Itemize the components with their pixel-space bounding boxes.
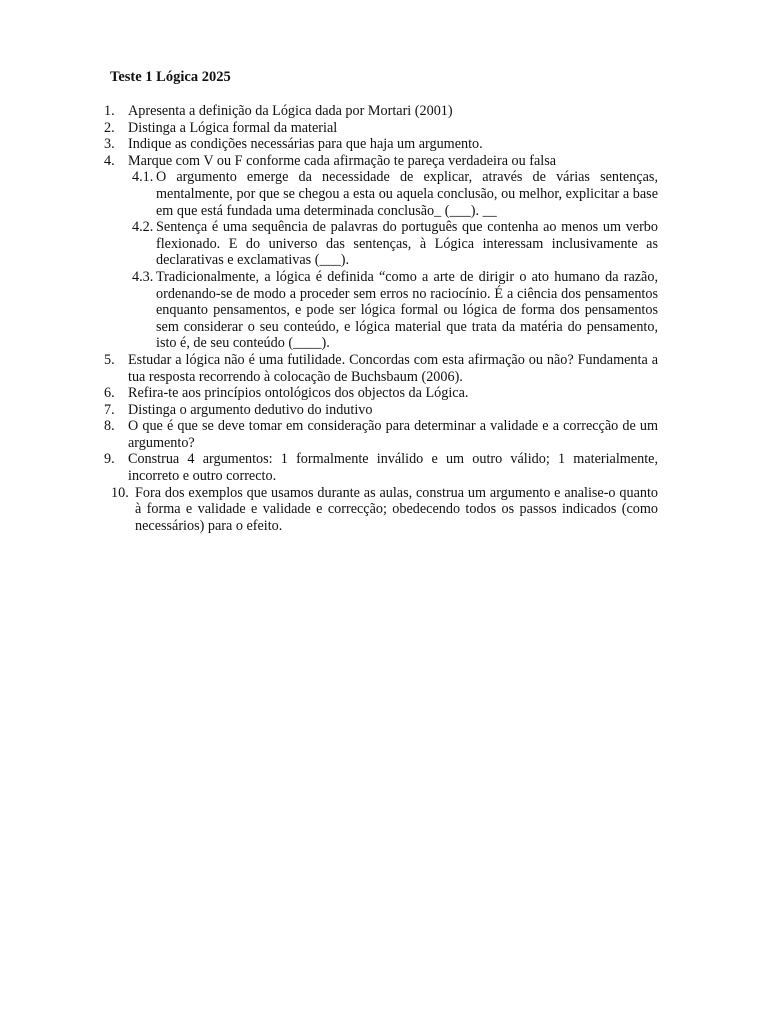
subquestion-number: 4.2. bbox=[132, 219, 154, 236]
question-number: 7. bbox=[104, 401, 115, 418]
question-item bbox=[104, 103, 658, 120]
question-text: Distinga o argumento dedutivo do indutivo bbox=[128, 401, 373, 418]
question-item bbox=[104, 119, 658, 137]
question-text: Distinga a Lógica formal da material bbox=[128, 119, 338, 136]
subquestion-item bbox=[132, 169, 658, 219]
document-title: Teste 1 Lógica 2025 bbox=[110, 69, 231, 85]
subquestion-item bbox=[132, 268, 658, 352]
question-text: Apresenta a definição da Lógica dada por Mortari (2001) bbox=[128, 103, 453, 119]
subquestion-text: Sentença é uma sequência de palavras do português que contenha ao menos um verbo flexionado. E do universo das sentenças, à Lógica interessam inclusivamente as declarativas e exclamativas (___). bbox=[156, 219, 658, 269]
question-text: Construa 4 argumentos: 1 formalmente inválido e um outro válido; 1 materialmente, incorreto e outro correcto. bbox=[128, 451, 658, 485]
question-item bbox=[104, 451, 658, 485]
question-item bbox=[104, 351, 658, 385]
question-text: Fora dos exemplos que usamos durante as aulas, construa um argumento e analise-o quanto à forma e validade e validade e correcção; obedecendo todos os passos indicados (como necessários) para o efeito. bbox=[135, 484, 658, 534]
question-text: Refira-te aos princípios ontológicos dos objectos da Lógica. bbox=[128, 385, 469, 402]
question-number: 6. bbox=[104, 385, 115, 402]
question-item bbox=[104, 418, 658, 451]
question-text: Marque com V ou F conforme cada afirmação te pareça verdadeira ou falsa bbox=[128, 152, 557, 169]
question-text: O que é que se deve tomar em consideração para determinar a validade e a correcção de um argumento? bbox=[128, 418, 658, 451]
subquestion-text: Tradicionalmente, a lógica é definida “como a arte de dirigir o ato humano da razão, ordenando-se de modo a proceder sem erros no raciocínio. É a ciência dos pensamentos enquanto pensamentos, e pode ser lógica formal ou lógica de forma dos pensamentos sem considerar o seu conteúdo, e lógica material que trata da matéria do pensamento, isto é, de seu conteúdo (____). bbox=[156, 268, 658, 352]
question-item bbox=[104, 385, 658, 402]
question-text: Indique as condições necessárias para que haja um argumento. bbox=[128, 136, 483, 153]
question-list bbox=[104, 103, 658, 534]
subquestion-text: O argumento emerge da necessidade de explicar, através de várias sentenças, mentalmente, por que se chegou a esta ou aquela conclusão, ou melhor, explicitar a base em que está fundada uma determinada conclusão_ (___). __ bbox=[156, 169, 658, 219]
question-number: 4. bbox=[104, 152, 115, 169]
question-number: 8. bbox=[104, 418, 115, 435]
question-item bbox=[104, 401, 658, 419]
question-number: 5. bbox=[104, 351, 115, 368]
question-number: 1. bbox=[104, 103, 115, 119]
subquestion-number: 4.3. bbox=[132, 268, 154, 285]
question-item bbox=[104, 136, 658, 153]
question-number: 9. bbox=[104, 451, 115, 468]
question-item bbox=[104, 152, 658, 170]
question-item bbox=[111, 484, 658, 535]
question-number: 2. bbox=[104, 119, 115, 136]
subquestion-number: 4.1. bbox=[132, 169, 154, 186]
subquestion-item bbox=[132, 219, 658, 269]
question-number: 10. bbox=[111, 484, 129, 501]
question-text: Estudar a lógica não é uma futilidade. Concordas com esta afirmação ou não? Fundamenta a tua resposta recorrendo à colocação de Buchsbaum (2006). bbox=[128, 351, 658, 385]
question-number: 3. bbox=[104, 136, 115, 153]
